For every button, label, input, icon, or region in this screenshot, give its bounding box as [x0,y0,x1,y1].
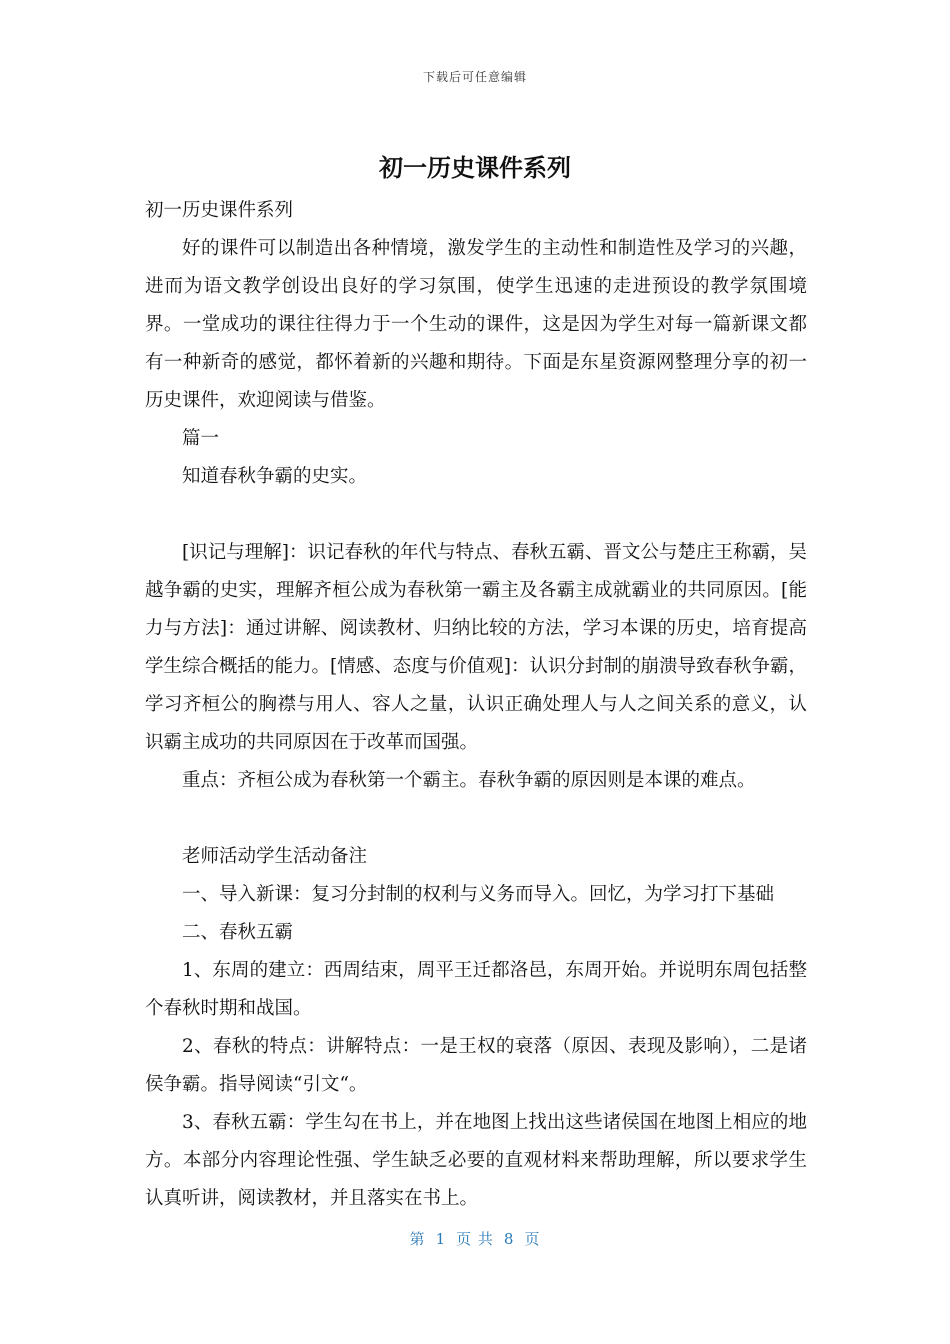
blank-line [145,496,807,534]
current-page-number: 1 [435,1230,447,1248]
total-page-number: 8 [503,1230,515,1248]
document-title: 初一历史课件系列 [379,154,571,182]
page-footer [0,1228,950,1249]
footer-middle: 页 共 [456,1230,494,1248]
activity-header: 老师活动学生活动备注 [182,846,368,867]
subtitle-line: 初一历史课件系列 [145,200,294,221]
footer-suffix: 页 [524,1230,541,1248]
objective-line: 知道春秋争霸的史实。 [182,466,368,487]
list-item: 1、东周的建立：西周结束，周平王迁都洛邑，东周开始。并说明东周包括整个春秋时期和战国。 [145,960,807,1019]
header-note: 下载后可任意编辑 [422,70,527,84]
list-item: 2、春秋的特点：讲解特点：一是王权的衰落（原因、表现及影响），二是诸侯争霸。指导阅读“引文“。 [145,1036,807,1095]
list-item: 一、导入新课：复习分封制的权利与义务而导入。回忆，为学习打下基础 [182,884,775,905]
intro-paragraph: 好的课件可以制造出各种情境，激发学生的主动性和制造性及学习的兴趣，进而为语文教学创设出良好的学习氛围，使学生迅速的走进预设的教学氛围境界。一堂成功的课往往得力于一个生动的课件，这是因为学生对每一篇新课文都有一种新奇的感觉，都怀着新的兴趣和期待。下面是东星资源网整理分享的初一历史课件，欢迎阅读与借鉴。 [145,238,807,411]
key-points-paragraph: 重点：齐桓公成为春秋第一个霸主。春秋争霸的原因则是本课的难点。 [182,770,756,791]
list-item: 3、春秋五霸：学生勾在书上，并在地图上找出这些诸侯国在地图上相应的地方。本部分内容理论性强、学生缺乏必要的直观材料来帮助理解，所以要求学生认真听讲，阅读教材，并且落实在书上。 [145,1112,807,1209]
document-body [145,192,807,1218]
goals-paragraph: [识记与理解]：识记春秋的年代与特点、春秋五霸、晋文公与楚庄王称霸，吴越争霸的史实，理解齐桓公成为春秋第一霸主及各霸主成就霸业的共同原因。[能力与方法]：通过讲解、阅读教材、归纳比较的方法，学习本课的历史，培育提高学生综合概括的能力。[情感、态度与价值观]：认识分封制的崩溃导致春秋争霸，学习齐桓公的胸襟与用人、容人之量，认识正确处理人与人之间关系的意义，认识霸主成功的共同原因在于改革而国强。 [145,542,807,753]
blank-line [145,800,807,838]
section-heading: 篇一 [182,428,220,449]
footer-prefix: 第 [409,1230,426,1248]
list-item: 二、春秋五霸 [182,922,294,943]
